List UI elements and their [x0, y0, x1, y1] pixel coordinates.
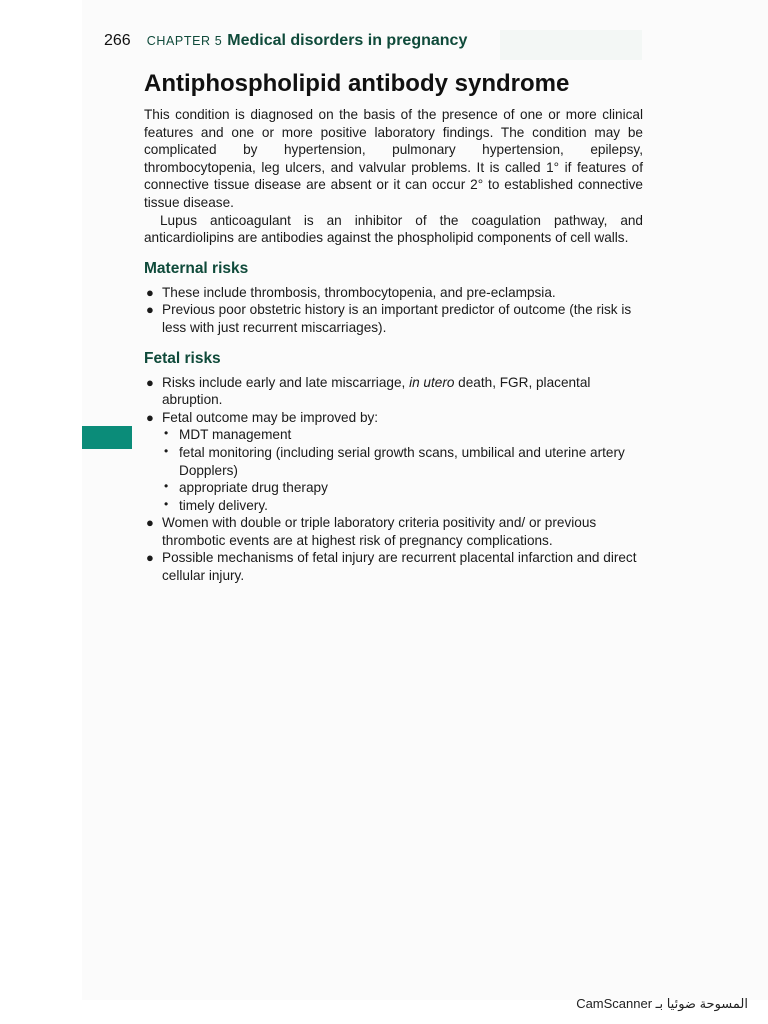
sub-item-text: MDT management	[179, 427, 292, 443]
list-item	[144, 374, 643, 409]
maternal-risks-list	[144, 284, 643, 337]
running-header	[104, 32, 644, 60]
section-title: Antiphospholipid antibody syndrome	[144, 70, 570, 97]
list-item	[144, 514, 643, 549]
maternal-risk-text: These include thrombosis, thrombocytopenia, and pre-eclampsia.	[162, 284, 556, 300]
chapter-title: Medical disorders in pregnancy	[227, 32, 468, 49]
sub-bullet-icon: •	[164, 426, 169, 441]
list-item	[144, 284, 643, 302]
fetal-risk-text: Women with double or triple laboratory criteria positivity and/ or previous thrombotic events are at highest risk of pregnancy complications.	[162, 515, 597, 548]
sub-list-item	[162, 426, 643, 444]
list-item	[144, 549, 643, 584]
fetal-risk-text-part: death, FGR, placental abruption.	[162, 374, 591, 408]
chapter-label: CHAPTER 5	[146, 34, 223, 48]
list-item	[144, 409, 643, 515]
sub-item-text: appropriate drug therapy	[179, 480, 328, 496]
bullet-icon: ●	[146, 374, 154, 390]
fetal-risk-text-part: Risks include early and late miscarriage,	[162, 374, 410, 390]
page-content	[144, 68, 643, 585]
sub-bullet-icon: •	[164, 443, 169, 458]
second-paragraph: Lupus anticoagulant is an inhibitor of the coagulation pathway, and anticardiolipins are antibodies against the phospholipid components of cell walls.	[144, 212, 643, 246]
sub-list-item	[162, 479, 643, 497]
fetal-risks-list	[144, 374, 643, 585]
fetal-risks-heading: Fetal risks	[144, 349, 221, 367]
sub-list-item	[162, 444, 643, 479]
bullet-icon: ●	[146, 550, 154, 566]
sub-bullet-icon: •	[164, 496, 169, 511]
fetal-outcome-sublist	[162, 426, 643, 514]
bullet-icon: ●	[146, 284, 154, 300]
fetal-risk-text: Fetal outcome may be improved by:	[162, 409, 379, 425]
maternal-risk-text: Previous poor obstetric history is an important predictor of outcome (the risk is less with just recurrent miscarriages).	[162, 302, 632, 335]
sub-list-item	[162, 497, 643, 515]
bullet-icon: ●	[146, 409, 154, 425]
intro-paragraph: This condition is diagnosed on the basis of the presence of one or more clinical features and one or more positive laboratory findings. The condition may be complicated by hypertension, pulmonary hypertension, epilepsy, thrombocytopenia, leg ulcers, and valvular problems. It is called 1° if features of connective tissue disease are absent or it can occur 2° to established connective tissue disease.	[144, 107, 643, 210]
chapter-tab-marker	[82, 426, 132, 449]
maternal-risks-heading: Maternal risks	[144, 259, 249, 277]
scanner-watermark: CamScanner المسوحة ضوئيا بـ	[576, 996, 748, 1011]
fetal-risk-text: Possible mechanisms of fetal injury are recurrent placental infarction and direct cellular injury.	[162, 550, 637, 584]
list-item	[144, 301, 643, 336]
sub-item-text: timely delivery.	[179, 497, 268, 513]
bullet-icon: ●	[146, 302, 154, 318]
sub-item-text: fetal monitoring (including serial growth scans, umbilical and uterine artery Dopplers)	[179, 444, 625, 478]
bullet-icon: ●	[146, 515, 154, 531]
page-number: 266	[104, 32, 131, 49]
sub-bullet-icon: •	[164, 479, 169, 494]
fetal-risk-italic-term: in utero	[409, 374, 455, 390]
